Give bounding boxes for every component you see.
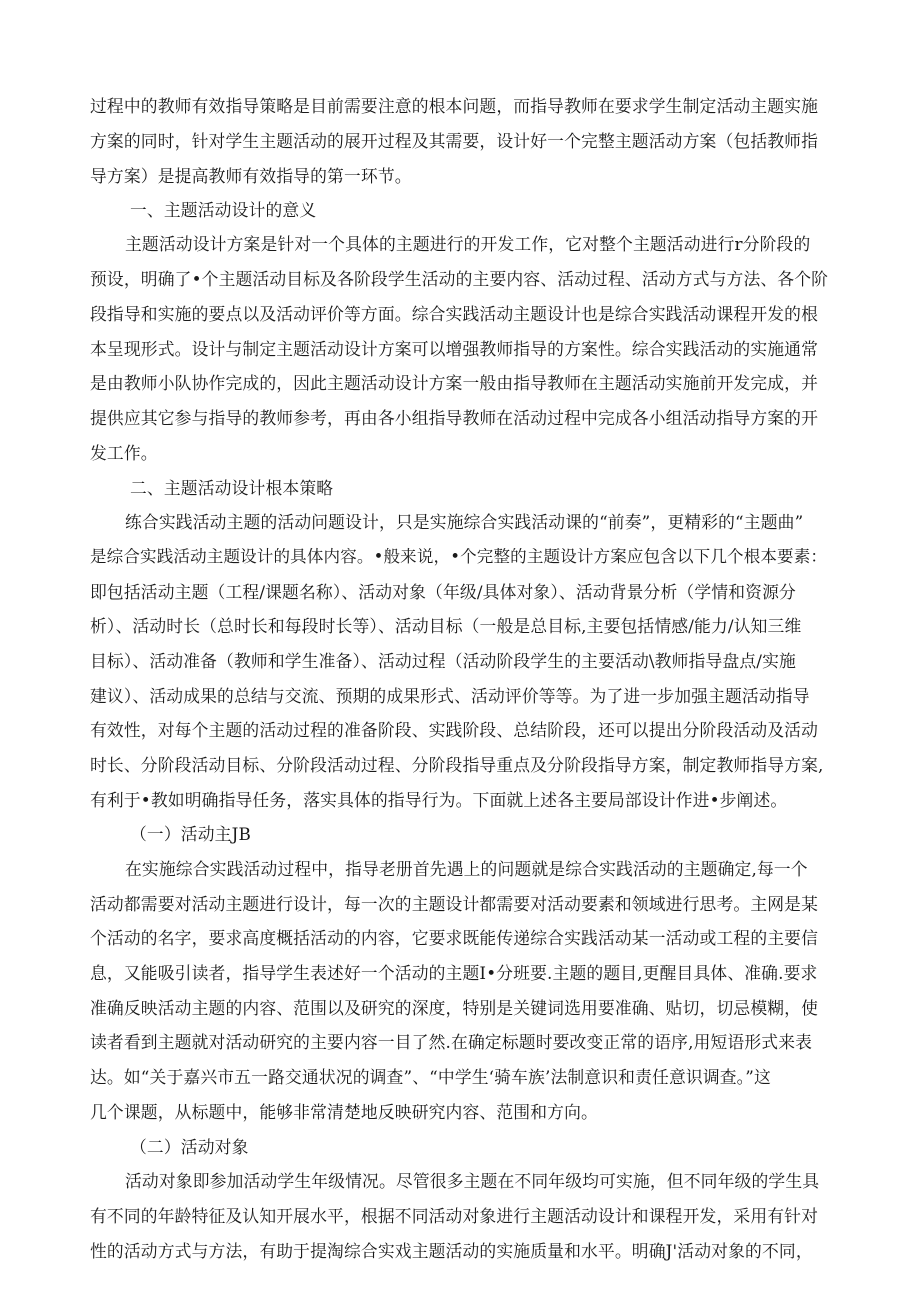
body-text-line: 在实施综合实践活动过程中，指导老册首先遇上的问题就是综合实践活动的主题确定,每一个 xyxy=(125,859,808,879)
body-text-line: 导方案）是提高教师有效指导的第一环节。 xyxy=(90,166,412,186)
body-text-line: 有利于•教如明确指导任务，落实具体的指导行为。下面就上述各主要局部设计作进•步阐述。 xyxy=(90,790,788,810)
body-text-line: 方案的同时，针对学生主题活动的展开过程及其需要，设计好一个完整主题活动方案（包括教师指 xyxy=(90,131,819,151)
body-text-line: 准确反映活动主题的内容、范围以及研究的深度，特别是关键词选用要准确、贴切，切忌模糊，使 xyxy=(90,998,819,1018)
body-text-line: 时长、分阶段活动目标、分阶段活动过程、分阶段指导重点及分阶段指导方案，制定教师指导方案, xyxy=(90,755,824,775)
subsection-heading: （一）活动主JB xyxy=(130,824,251,844)
body-text-line: 过程中的教师有效指导策略是目前需要注意的根本问题，而指导教师在要求学生制定活动主题实施 xyxy=(90,96,819,116)
body-text-line: 活动都需要对活动主题进行设计，每一次的主题设计都需要对活动要素和领域进行思考。主网是某 xyxy=(90,894,819,914)
body-text-line: 有效性，对每个主题的活动过程的准备阶段、实践阶段、总结阶段，还可以提出分阶段活动及活动 xyxy=(90,720,819,740)
body-text-line: 性的活动方式与方法，有助于提淘综合实戏主题活动的实施质量和水平。明确J'活动对象的不同， xyxy=(90,1241,813,1261)
body-text-line: 读者看到主题就对活动研究的主要内容一目了然.在确定标题时要改变正常的语序,用短语形式来表 xyxy=(90,1032,813,1052)
body-text-line: 主题活动设计方案是针对一个具体的主题进行的开发工作，它对整个主题活动进行r分阶段的 xyxy=(125,234,811,254)
body-text-line: 有不同的年龄特征及认知开展水平，根据不同活动对象进行主题活动设计和课程开发，采用有针对 xyxy=(90,1206,819,1226)
body-text-line: 目标）、活动准备（教师和学生准备）、活动过程（活动阶段学生的主要活动\教师指导盘点/实施 xyxy=(90,651,796,671)
body-text-line: 几个课题，从标题中，能够非常清楚地反映研究内容、范围和方向。 xyxy=(90,1102,598,1122)
body-text-line: 达。如“关于嘉兴市五一路交通状况的调查”、“中学生‘骑车族’法制意识和责任意识调查。”这 xyxy=(90,1067,771,1087)
body-text-line: 息，又能吸引读者，指导学生表述好一个活动的主题I•分班要.主题的题目,更醒目具体、准确.要求 xyxy=(90,963,818,983)
body-text-line: 即包括活动主题（工程/课题名称）、活动对象（年级/具体对象）、活动背景分析（学情和资源分 xyxy=(90,582,796,602)
body-text-line: 析）、活动时长（总时长和每段时长等）、活动目标（一般是总目标,主要包括情感/能力/认知三维 xyxy=(90,616,802,636)
body-text-line: 是综合实践活动主题设计的具体内容。•般来说，•个完整的主题设计方案应包含以下几个根本要素： xyxy=(90,547,828,566)
body-text-line: 发工作。 xyxy=(90,443,158,463)
body-text-line: 建议）、活动成果的总结与交流、预期的成果形式、活动评价等等。为了进一步加强主题活动指导 xyxy=(90,686,810,706)
body-text-line: 本呈现形式。设计与制定主题活动设计方案可以增强教师指导的方案性。综合实践活动的实施通常 xyxy=(90,339,819,359)
body-text-line: 个活动的名字，要求高度概括活动的内容，它要求既能传递综合实践活动某一活动或工程的主要信 xyxy=(90,928,819,948)
body-text-line: 预设，明确了•个主题活动目标及各阶段学生活动的主要内容、活动过程、活动方式与方法、各个阶 xyxy=(90,269,829,289)
body-text-line: 活动对象即参加活动学生年级情况。尽管很多主题在不同年级均可实施，但不同年级的学生具 xyxy=(125,1171,820,1191)
body-text-line: 是由教师小队协作完成的，因此主题活动设计方案一般由指导教师在主题活动实施前开发完成，并 xyxy=(90,373,819,393)
body-text-line: 提供应其它参与指导的教师参考，再由各小组指导教师在活动过程中完成各小组活动指导方案的开 xyxy=(90,408,819,428)
body-text-line: 练合实践活动主题的活动问题设计，只是实施综合实践活动课的“前奏”，更精彩的“主题曲” xyxy=(125,512,804,532)
subsection-heading: （二）活动对象 xyxy=(130,1137,249,1157)
section-heading: 一、主题活动设计的意义 xyxy=(130,200,317,220)
section-heading: 二、主题活动设计根本策略 xyxy=(130,478,334,498)
body-text-line: 段指导和实施的要点以及活动评价等方面。综合实践活动主题设计也是综合实践活动课程开发的根 xyxy=(90,304,819,324)
